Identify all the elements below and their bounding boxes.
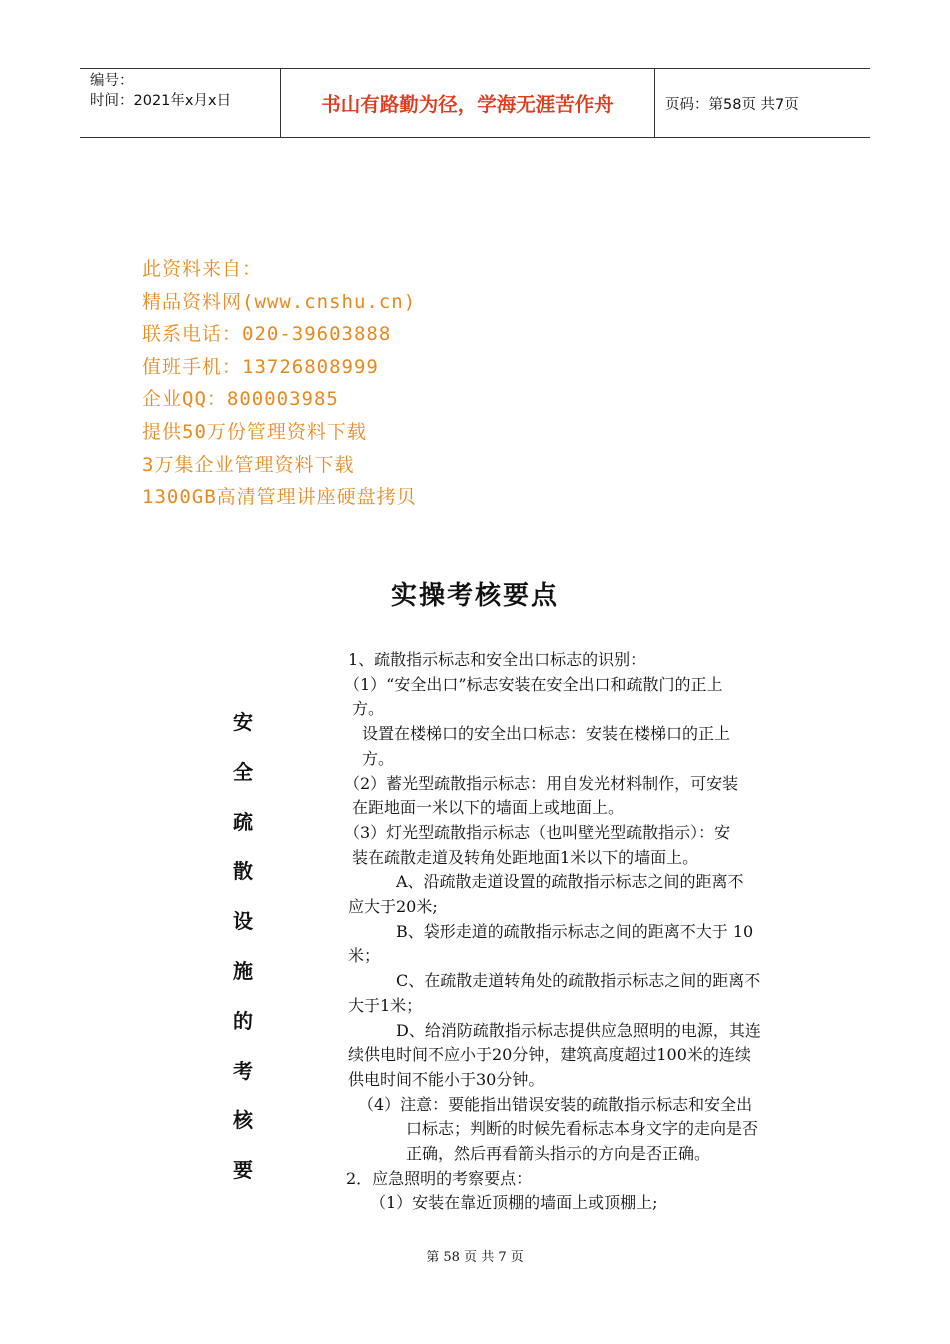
content-line: 方。 — [362, 748, 395, 768]
content-line: 方。 — [352, 699, 385, 719]
promo-line: 联系电话：020-39603888 — [142, 323, 392, 346]
promo-line: 企业QQ：800003985 — [142, 388, 339, 411]
side-label-char: 施 — [233, 958, 253, 983]
header-page-info: 页码：第58页 共7页 — [665, 96, 799, 113]
content-line: C、在疏散走道转角处的疏散指示标志之间的距离不 — [396, 971, 761, 991]
content-line: （1）“安全出口”标志安装在安全出口和疏散门的正上 — [344, 674, 723, 694]
time-label: 时间：2021年x月x日 — [90, 93, 232, 109]
promo-line: 3万集企业管理资料下载 — [142, 453, 355, 476]
content-line: （4）注意：要能指出错误安装的疏散指示标志和安全出 — [358, 1094, 753, 1114]
content-line: 口标志；判断的时候先看标志本身文字的走向是否 — [406, 1119, 759, 1139]
side-label-char: 的 — [233, 1008, 253, 1033]
content-line: 大于1米； — [348, 995, 423, 1015]
promo-line: 1300GB高清管理讲座硬盘拷贝 — [142, 486, 417, 509]
side-label-char: 考 — [233, 1058, 253, 1083]
promo-block — [142, 253, 417, 514]
side-label-char: 全 — [233, 759, 253, 784]
content-line: 续供电时间不应小于20分钟，建筑高度超过100米的连续 — [348, 1045, 751, 1065]
side-label — [228, 705, 258, 1203]
promo-line: 精品资料网(www.cnshu.cn) — [142, 290, 417, 313]
side-label-char: 要 — [233, 1158, 253, 1183]
content-line: 装在疏散走道及转角处距地面1米以下的墙面上。 — [352, 847, 699, 867]
header-motto: 书山有路勤为径，学海无涯苦作舟 — [281, 69, 655, 137]
content-line: 正确，然后再看箭头指示的方向是否正确。 — [406, 1144, 711, 1164]
content-line: 设置在楼梯口的安全出口标志：安装在楼梯口的正上 — [362, 724, 731, 744]
side-label-char: 安 — [233, 710, 253, 734]
promo-line: 值班手机：13726808999 — [142, 355, 379, 378]
content-line: 1、疏散指示标志和安全出口标志的识别： — [348, 650, 647, 669]
side-label-char: 核 — [233, 1108, 253, 1133]
side-label-char: 疏 — [233, 809, 253, 834]
content-line: A、沿疏散走道设置的疏散指示标志之间的距离不 — [396, 872, 744, 892]
promo-line: 此资料来自： — [142, 258, 263, 280]
header-meta — [80, 69, 281, 137]
side-label-char: 散 — [233, 859, 253, 884]
content-line: B、袋形走道的疏散指示标志之间的距离不大于 10 — [396, 921, 754, 941]
content-line: （2）蓄光型疏散指示标志：用自发光材料制作，可安装 — [344, 773, 739, 793]
content-line: （1）安装在靠近顶棚的墙面上或顶棚上; — [370, 1193, 658, 1213]
content-line: 2．应急照明的考察要点： — [346, 1168, 533, 1188]
promo-line: 提供50万份管理资料下载 — [142, 420, 367, 443]
content-line: 应大于20米; — [348, 897, 438, 917]
content-line: D、给消防疏散指示标志提供应急照明的电源，其连 — [396, 1020, 761, 1040]
number-label: 编号： — [90, 73, 134, 89]
side-label-char: 设 — [233, 909, 253, 934]
content-line: 供电时间不能小于30分钟。 — [348, 1069, 545, 1089]
page-footer: 第 58 页 共 7 页 — [426, 1250, 524, 1265]
content-line: （3）灯光型疏散指示标志（也叫壁光型疏散指示）：安 — [344, 822, 731, 842]
content-line: 米； — [348, 946, 381, 966]
content-body — [336, 648, 836, 1216]
document-title: 实操考核要点 — [390, 581, 559, 611]
page-header — [80, 68, 870, 138]
content-line: 在距地面一米以下的墙面上或地面上。 — [352, 798, 625, 818]
